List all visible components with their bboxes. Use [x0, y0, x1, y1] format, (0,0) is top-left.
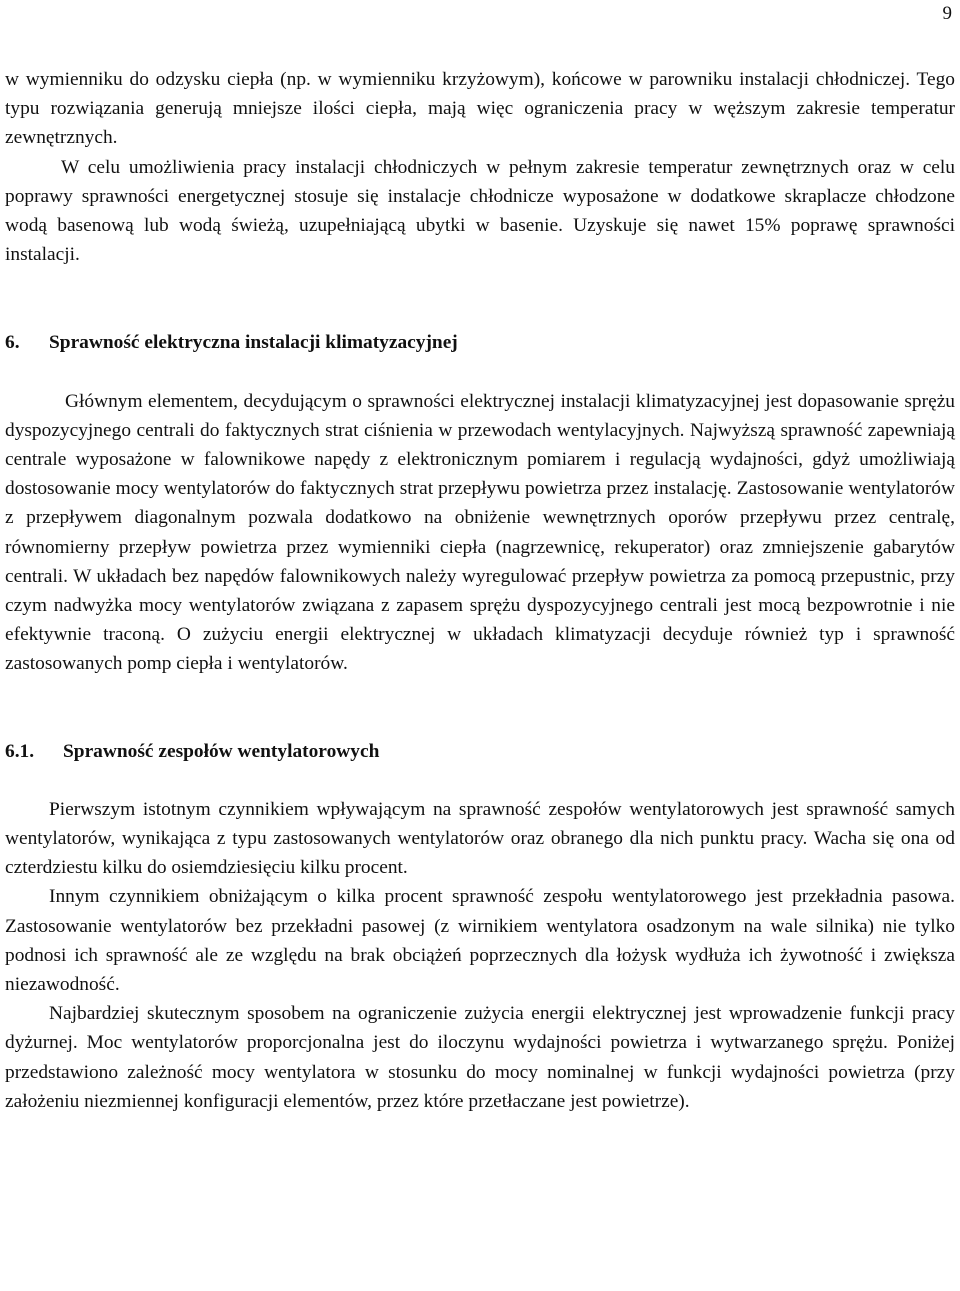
section-6-paragraph: Głównym elementem, decydującym o sprawności elektrycznej instalacji klimatyzacyjnej jest dopasowanie sprężu dyspozycyjnego centrali do faktycznych strat ciśnienia w przewodach wentylacyjnych. Najwyższą sprawność zapewniają centrale wyposażone w falownikowe napędy z elektronicznym pomiarem i regulacją wydajności, gdyż umożliwiają dostosowanie mocy wentylatorów do faktycznych strat przepływu powietrza przez instalację. Zastosowanie wentylatorów z przepływem diagonalnym pozwala dodatkowo na obniżenie wewnętrznych oporów przepływu przez centralę, równomierny przepływ powietrza przez wymienniki ciepła (nagrzewnicę, rekuperator) oraz zmniejszenie gabarytów centrali. W układach bez napędów falownikowych należy wyregulować przepływ powietrza za pomocą przepustnic, przy czym nadwyżka mocy wentylatorów związana z zapasem sprężu dyspozycyjnego centrali jest mocą bezpowrotnie i nie efektywnie traconą. O zużyciu energii elektrycznej w układach klimatyzacji decyduje również typ i sprawność zastosowanych pomp ciepła i wentylatorów. [5, 390, 955, 675]
section-6-1-heading [5, 737, 955, 766]
section-6-title: Sprawność elektryczna instalacji klimatyzacyjnej [49, 332, 458, 354]
document-body [5, 65, 955, 1116]
page-number: 9 [942, 3, 952, 24]
continuation-paragraph: w wymienniku do odzysku ciepła (np. w wymienniku krzyżowym), końcowe w parowniku instalacji chłodniczej. Tego typu rozwiązania generują mniejsze ilości ciepła, mają więc ograniczenia pracy w węższym zakresie temperatur zewnętrznych. [5, 69, 955, 149]
section-6-heading [5, 328, 955, 357]
paragraph-cooling-condensers: W celu umożliwienia pracy instalacji chłodniczych w pełnym zakresie temperatur zewnętrznych oraz w celu poprawy sprawności energetycznej stosuje się instalacje chłodnicze wyposażone w dodatkowe skraplacze chłodzone wodą basenową lub wodą świeżą, uzupełniającą ubytki w basenie. Uzyskuje się nawet 15% poprawę sprawności instalacji. [5, 156, 955, 266]
section-6-1-title: Sprawność zespołów wentylatorowych [63, 740, 380, 762]
section-6-number: 6. [5, 332, 20, 354]
section-6-1-paragraph-2: Innym czynnikiem obniżającym o kilka procent sprawność zespołu wentylatorowego jest przekładnia pasowa. Zastosowanie wentylatorów bez przekładni pasowej (z wirnikiem wentylatora osadzonym na wale silnika) nie tylko podnosi ich sprawność ale ze względu na brak obciążeń poprzecznych dla łożysk wydłuża ich żywotność i zwiększa niezawodność. [5, 886, 955, 996]
section-6-1-paragraph-3: Najbardziej skutecznym sposobem na ograniczenie zużycia energii elektrycznej jest wprowadzenie funkcji pracy dyżurnej. Moc wentylatorów proporcjonalna jest do iloczynu wydajności powietrza i wytwarzanego sprężu. Poniżej przedstawiono zależność mocy wentylatora w stosunku do mocy nominalnej w funkcji wydajności powietrza (przy założeniu niezmiennej konfiguracji elementów, przez które przetłaczane jest powietrze). [5, 1003, 955, 1112]
section-6-1-number: 6.1. [5, 740, 35, 762]
section-6-1-paragraph-1: Pierwszym istotnym czynnikiem wpływającym na sprawność zespołów wentylatorowych jest sprawność samych wentylatorów, wynikająca z typu zastosowanych wentylatorów oraz obranego dla nich punktu pracy. Wacha się ona od czterdziestu kilku do osiemdziesięciu kilku procent. [5, 798, 955, 879]
